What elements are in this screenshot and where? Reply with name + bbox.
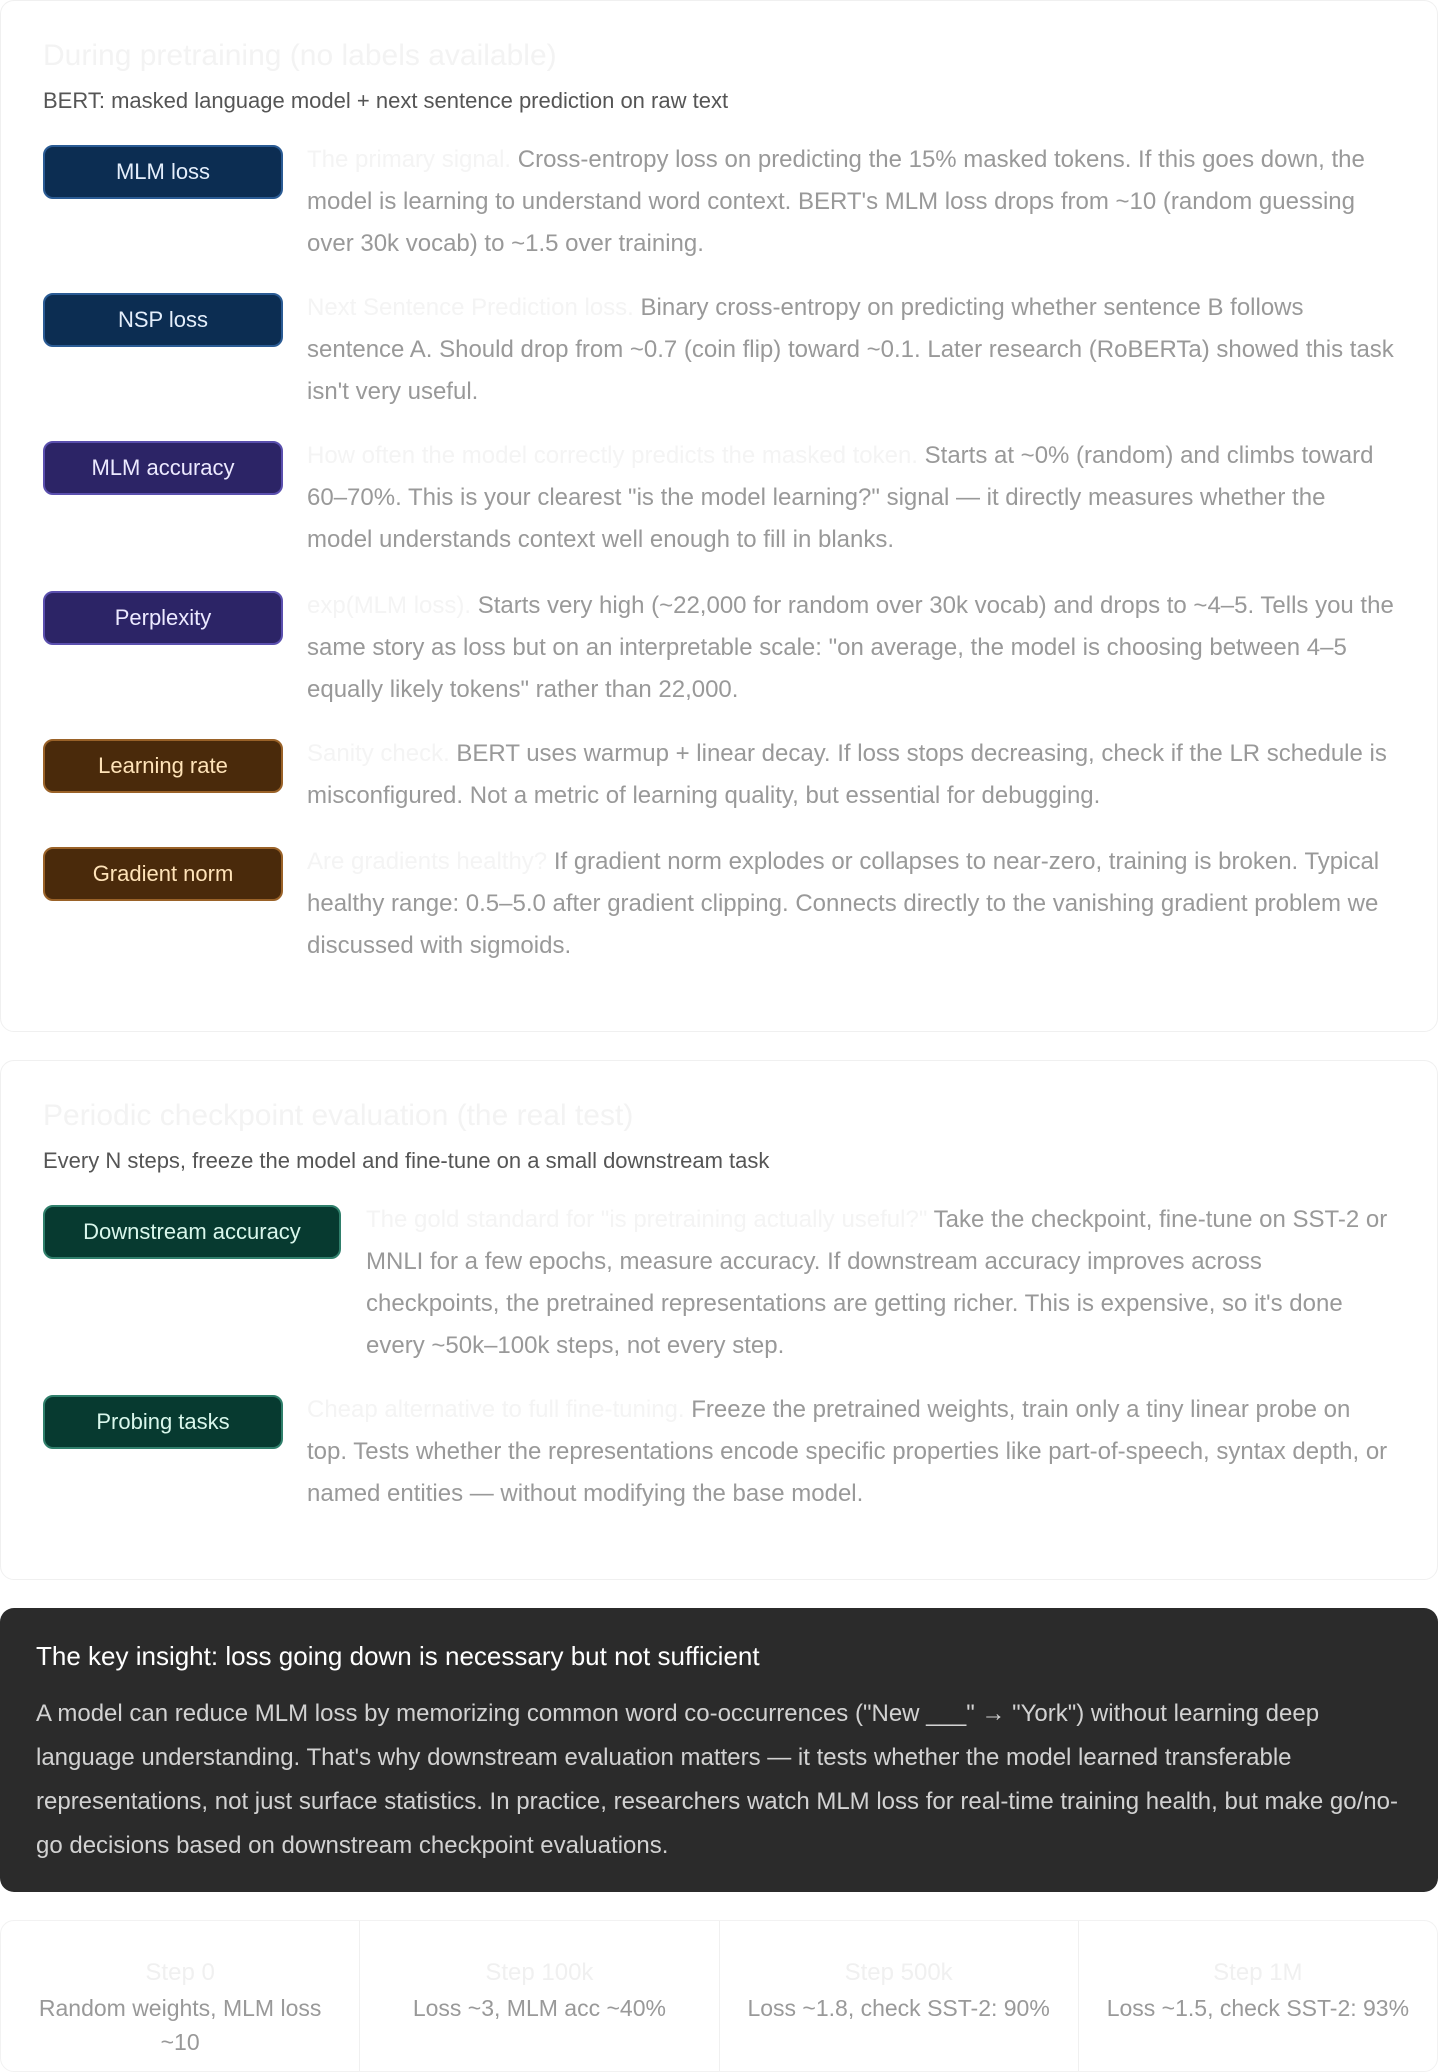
perplexity-text: Starts very high (~22,000 for random over 30k vocab) and drops to ~4–5. Tells you the same story as loss but on an interpretable scale: "on average, the model is choosing between 4–5 equally likely tokens" rather than 22,000. [307, 592, 1394, 703]
timeline-step-desc: Loss ~3, MLM acc ~40% [412, 1995, 666, 2021]
gradient-norm-lead: Are gradients healthy? [307, 848, 548, 875]
timeline-step-label: Step 100k [485, 1959, 594, 1986]
timeline-step [1, 1921, 360, 2071]
timeline-step-label: Step 500k [844, 1959, 953, 1986]
mlm-loss-lead: The primary signal. [307, 146, 512, 173]
pretraining-title: During pretraining (no labels available) [43, 39, 557, 72]
probing-tasks-description [307, 1389, 1395, 1515]
checkpoint-title: Periodic checkpoint evaluation (the real test) [43, 1099, 634, 1132]
mlm-accuracy-description [307, 435, 1395, 561]
pretraining-subtitle: BERT: masked language model + next sentence prediction on raw text [43, 88, 729, 113]
key-insight-box [0, 1608, 1438, 1892]
mlm-loss-pill[interactable]: MLM loss [43, 145, 283, 199]
timeline-step [1079, 1921, 1437, 2071]
timeline-step-desc: Loss ~1.5, check SST-2: 93% [1106, 1995, 1410, 2021]
timeline-step-desc: Random weights, MLM loss ~10 [38, 1995, 322, 2055]
training-timeline [0, 1920, 1438, 2072]
probing-tasks-text: Freeze the pretrained weights, train only a tiny linear probe on top. Tests whether the representations encode specific properties like part-of-speech, syntax depth, or named entities — without modifying the base model. [307, 1396, 1388, 1507]
nsp-loss-lead: Next Sentence Prediction loss. [307, 294, 634, 321]
probing-tasks-pill[interactable]: Probing tasks [43, 1395, 283, 1449]
mlm-loss-text: Cross-entropy loss on predicting the 15% masked tokens. If this goes down, the model is learning to understand word context. BERT's MLM loss drops from ~10 (random guessing over 30k vocab) to ~1.5 over training. [307, 146, 1365, 257]
perplexity-description [307, 585, 1395, 711]
mlm-accuracy-lead: How often the model correctly predicts the masked token. [307, 442, 918, 469]
nsp-loss-description [307, 287, 1395, 413]
checkpoint-subtitle: Every N steps, freeze the model and fine-tune on a small downstream task [43, 1148, 770, 1173]
timeline-step-desc: Loss ~1.8, check SST-2: 90% [747, 1995, 1050, 2021]
nsp-loss-pill[interactable]: NSP loss [43, 293, 283, 347]
perplexity-pill[interactable]: Perplexity [43, 591, 283, 645]
timeline-step [360, 1921, 719, 2071]
learning-rate-text: BERT uses warmup + linear decay. If loss stops decreasing, check if the LR schedule is misconfigured. Not a metric of learning quality, but essential for debugging. [307, 740, 1387, 809]
timeline-step-label: Step 1M [1213, 1959, 1303, 1986]
gradient-norm-text: If gradient norm explodes or collapses to near-zero, training is broken. Typical healthy range: 0.5–5.0 after gradient clipping. Connects directly to the vanishing gradient problem we discussed with sigmoids. [307, 848, 1380, 959]
pretraining-card [0, 0, 1438, 1032]
probing-tasks-lead: Cheap alternative to full fine-tuning. [307, 1396, 685, 1423]
perplexity-lead: exp(MLM loss). [307, 592, 472, 619]
key-insight-title: The key insight: loss going down is necessary but not sufficient [36, 1641, 760, 1671]
mlm-loss-description [307, 139, 1395, 265]
learning-rate-lead: Sanity check. [307, 740, 450, 767]
nsp-loss-text: Binary cross-entropy on predicting whether sentence B follows sentence A. Should drop from ~0.7 (coin flip) toward ~0.1. Later research (RoBERTa) showed this task isn't very useful. [307, 294, 1394, 405]
learning-rate-description [307, 733, 1395, 817]
mlm-accuracy-pill[interactable]: MLM accuracy [43, 441, 283, 495]
gradient-norm-pill[interactable]: Gradient norm [43, 847, 283, 901]
key-insight-body: A model can reduce MLM loss by memorizing common word co-occurrences ("New ___" → "York") without learning deep language understanding. That's why downstream evaluation matters — it tests whether the model learned transferable representations, not just surface statistics. In practice, researchers watch MLM loss for real-time training health, but make go/no-go decisions based on downstream checkpoint evaluations. [36, 1700, 1398, 1859]
gradient-norm-description [307, 841, 1395, 967]
timeline-step [720, 1921, 1079, 2071]
downstream-accuracy-pill[interactable]: Downstream accuracy [43, 1205, 341, 1259]
downstream-accuracy-text: Take the checkpoint, fine-tune on SST-2 or MNLI for a few epochs, measure accuracy. If downstream accuracy improves across checkpoints, the pretrained representations are getting richer. This is expensive, so it's done every ~50k–100k steps, not every step. [366, 1206, 1388, 1359]
mlm-accuracy-text: Starts at ~0% (random) and climbs toward 60–70%. This is your clearest "is the model learning?" signal — it directly measures whether the model understands context well enough to fill in blanks. [307, 442, 1374, 553]
downstream-accuracy-description [366, 1199, 1395, 1367]
checkpoint-card [0, 1060, 1438, 1580]
downstream-accuracy-lead: The gold standard for "is pretraining actually useful?" [366, 1206, 928, 1233]
timeline-step-label: Step 0 [145, 1959, 215, 1986]
learning-rate-pill[interactable]: Learning rate [43, 739, 283, 793]
